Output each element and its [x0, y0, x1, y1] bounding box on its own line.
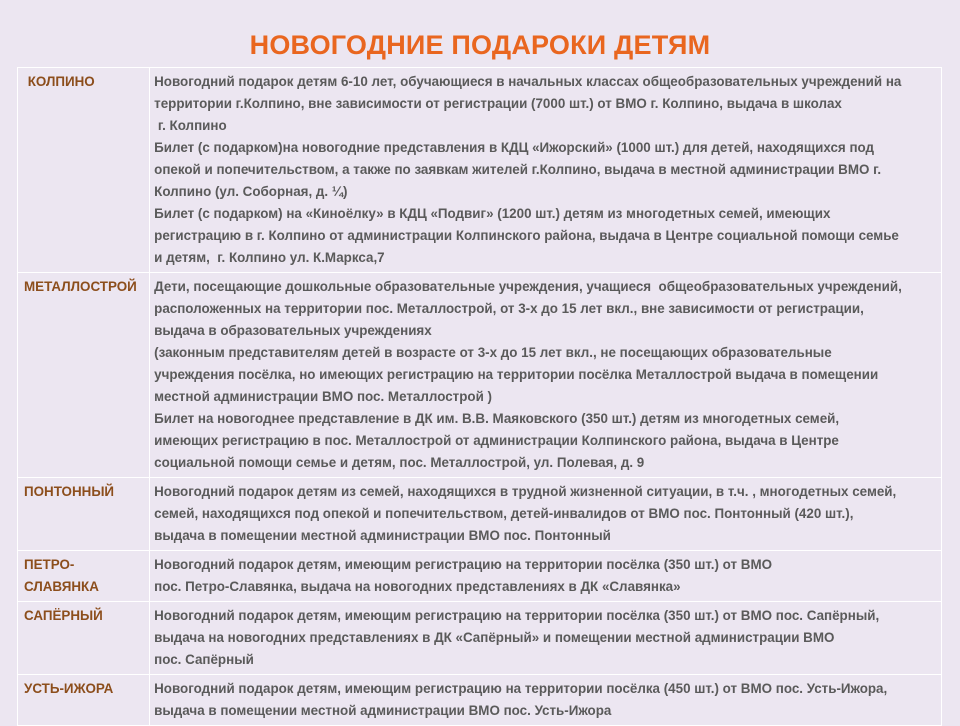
gift-description — [150, 602, 942, 675]
place-name-line: САПЁРНЫЙ — [24, 608, 103, 623]
description-line: опекой и попечительством, а также по заявкам жителей г.Колпино, выдача в местной администрации ВМО г. — [154, 162, 882, 177]
place-name-line: УСТЬ-ИЖОРА — [24, 681, 114, 696]
description-line: Билет (с подарком)на новогодние представления в КДЦ «Ижорский» (1000 шт.) для детей, находящихся под — [154, 140, 875, 155]
description-line: Новогодний подарок детям, имеющим регистрацию на территории посёлка (350 шт.) от ВМО — [154, 557, 773, 572]
description-line: учреждения посёлка, но имеющих регистрацию на территории посёлка Металлострой выдача в помещении — [154, 367, 879, 382]
description-line: и детям, г. Колпино ул. К.Маркса,7 — [154, 250, 385, 265]
description-line: выдача на новогодних представлениях в ДК «Сапёрный» и помещении местной администрации ВМО — [154, 630, 835, 645]
description-line: Новогодний подарок детям 6-10 лет, обучающиеся в начальных классах общеобразовательных учреждений на — [154, 74, 902, 89]
description-line: выдача в помещении местной администрации ВМО пос. Усть-Ижора — [154, 703, 612, 718]
gifts-table — [17, 67, 942, 726]
description-line: территории г.Колпино, вне зависимости от регистрации (7000 шт.) от ВМО г. Колпино, выдача в школах — [154, 96, 842, 111]
place-name — [18, 478, 150, 551]
table-row — [18, 68, 942, 273]
place-name-line: ПЕТРО- — [24, 557, 75, 572]
description-line: Новогодний подарок детям, имеющим регистрацию на территории посёлка (450 шт.) от ВМО пос. Усть-Ижора, — [154, 681, 888, 696]
description-line: (законным представителям детей в возрасте от 3-х до 15 лет вкл., не посещающих образовательные — [154, 345, 832, 360]
page-title: НОВОГОДНИЕ ПОДАРОКИ ДЕТЯМ — [249, 30, 711, 60]
description-line: местной администрации ВМО пос. Металлострой ) — [154, 389, 492, 404]
description-line: Новогодний подарок детям, имеющим регистрацию на территории посёлка (350 шт.) от ВМО пос. Сапёрный, — [154, 608, 880, 623]
table-row — [18, 273, 942, 478]
place-name — [18, 551, 150, 602]
description-line: Билет (с подарком) на «Киноёлку» в КДЦ «Подвиг» (1200 шт.) детям из многодетных семей, имеющих — [154, 206, 831, 221]
description-line: выдача в образовательных учреждениях — [154, 323, 432, 338]
description-line: Новогодний подарок детям из семей, находящихся в трудной жизненной ситуации, в т.ч. , многодетных семей, — [154, 484, 897, 499]
place-name-line: КОЛПИНО — [24, 74, 95, 89]
description-line: семей, находящихся под опекой и попечительством, детей-инвалидов от ВМО пос. Понтонный (420 шт.), — [154, 506, 854, 521]
description-line: имеющих регистрацию в пос. Металлострой от администрации Колпинского района, выдача в Центре — [154, 433, 839, 448]
place-name-line: ПОНТОННЫЙ — [24, 484, 115, 499]
gift-description — [150, 68, 942, 273]
gift-description — [150, 551, 942, 602]
table-row — [18, 551, 942, 602]
place-name-line: СЛАВЯНКА — [24, 579, 99, 594]
description-line: г. Колпино — [154, 118, 227, 133]
place-name — [18, 68, 150, 273]
description-line: Дети, посещающие дошкольные образовательные учреждения, учащиеся общеобразовательных учреждений, — [154, 279, 902, 294]
description-line: пос. Петро-Славянка, выдача на новогодних представлениях в ДК «Славянка» — [154, 579, 681, 594]
gift-description — [150, 478, 942, 551]
description-line: регистрацию в г. Колпино от администрации Колпинского района, выдача в Центре социальной помощи семье — [154, 228, 899, 243]
place-name — [18, 675, 150, 726]
description-line: Колпино (ул. Соборная, д. ¼) — [154, 184, 348, 199]
place-name-line: МЕТАЛЛОСТРОЙ — [24, 279, 137, 294]
description-line: выдача в помещении местной администрации ВМО пос. Понтонный — [154, 528, 611, 543]
table-row — [18, 478, 942, 551]
gift-description — [150, 675, 942, 726]
place-name — [18, 273, 150, 478]
description-line: Билет на новогоднее представление в ДК им. В.В. Маяковского (350 шт.) детям из многодетных семей, — [154, 411, 840, 426]
gift-description — [150, 273, 942, 478]
table-row — [18, 675, 942, 726]
description-line: пос. Сапёрный — [154, 652, 254, 667]
description-line: социальной помощи семье и детям, пос. Металлострой, ул. Полевая, д. 9 — [154, 455, 645, 470]
table-row — [18, 602, 942, 675]
description-line: расположенных на территории пос. Металлострой, от 3-х до 15 лет вкл., вне зависимости от регистрации, — [154, 301, 864, 316]
place-name — [18, 602, 150, 675]
